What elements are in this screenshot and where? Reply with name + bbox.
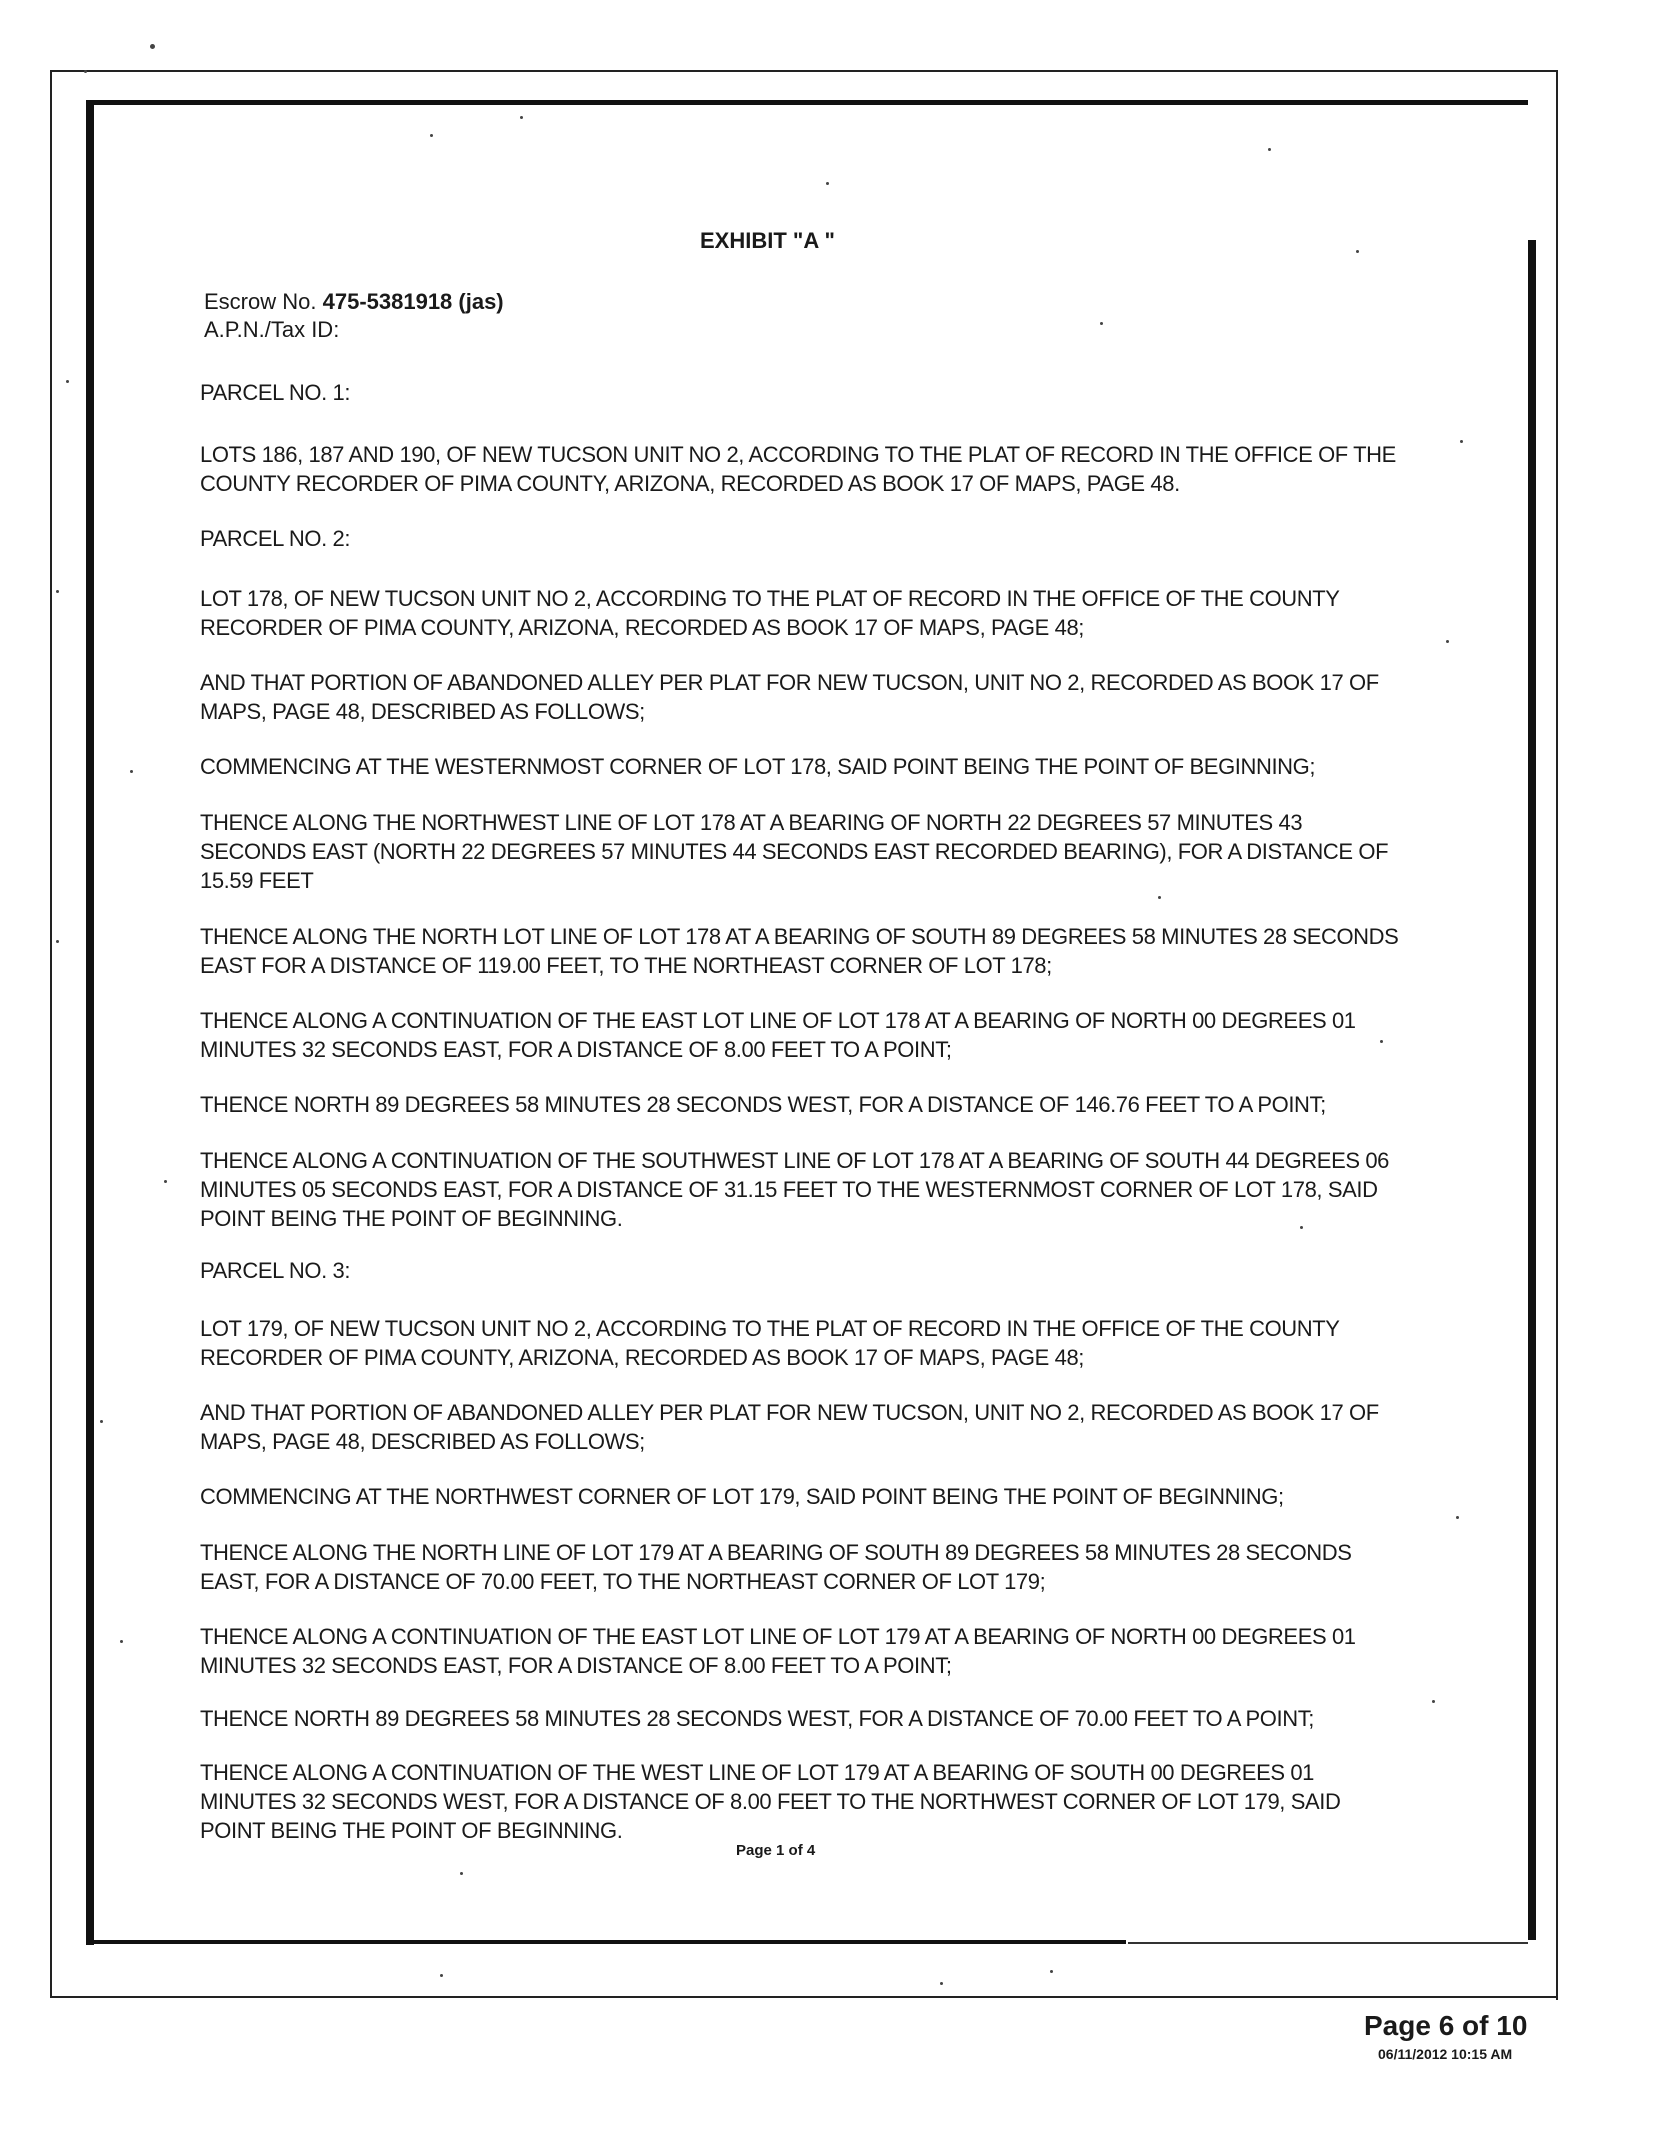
scan-speck [150, 44, 155, 49]
parcel-3-heading: PARCEL NO. 3: [200, 1258, 351, 1283]
apn-label: A.P.N./Tax ID: [204, 317, 340, 342]
parcel-2-body-3: COMMENCING AT THE WESTERNMOST CORNER OF LOT 178, SAID POINT BEING THE POINT OF BEGINNING; [200, 754, 1316, 779]
scan-speck [460, 1872, 463, 1875]
parcel-2-body-5: THENCE ALONG THE NORTH LOT LINE OF LOT 178 AT A BEARING OF SOUTH 89 DEGREES 58 MINUTES 28 SECONDS EAST FOR A DISTANCE OF 119.00 FEET, TO THE NORTHEAST CORNER OF LOT 178; [200, 924, 1399, 978]
scan-speck [164, 1180, 167, 1183]
parcel-2-body-1: LOT 178, OF NEW TUCSON UNIT NO 2, ACCORDING TO THE PLAT OF RECORD IN THE OFFICE OF THE COUNTY RECORDER OF PIMA COUNTY, ARIZONA, RECORDED AS BOOK 17 OF MAPS, PAGE 48; [200, 586, 1340, 640]
scan-speck [1356, 250, 1359, 253]
scan-speck [100, 1420, 103, 1423]
inner-frame-bottom [86, 1940, 1126, 1944]
scan-speck [66, 380, 69, 383]
scan-speck [1456, 1516, 1459, 1519]
parcel-2-body-6: THENCE ALONG A CONTINUATION OF THE EAST LOT LINE OF LOT 178 AT A BEARING OF NORTH 00 DEGREES 01 MINUTES 32 SECONDS EAST, FOR A DISTANCE OF 8.00 FEET TO A POINT; [200, 1008, 1356, 1062]
page-counter: Page 6 of 10 [1364, 2010, 1528, 2041]
inner-frame-bottom-right [1128, 1942, 1528, 1944]
parcel-2-body-4: THENCE ALONG THE NORTHWEST LINE OF LOT 178 AT A BEARING OF NORTH 22 DEGREES 57 MINUTES 43 SECONDS EAST (NORTH 22 DEGREES 57 MINUTES 44 SECONDS EAST RECORDED BEARING), FOR A DISTANCE OF 15.59 FEET [200, 810, 1389, 893]
parcel-3-body-7: THENCE ALONG A CONTINUATION OF THE WEST LINE OF LOT 179 AT A BEARING OF SOUTH 00 DEGREES 01 MINUTES 32 SECONDS WEST, FOR A DISTANCE OF 8.00 FEET TO THE NORTHWEST CORNER OF LOT 179, SAID POINT BEING THE POINT OF BEGINNING. [200, 1760, 1341, 1843]
escrow-label: Escrow No. [204, 289, 317, 314]
inner-frame-right [1528, 240, 1536, 1940]
scan-speck [430, 134, 433, 137]
parcel-1-heading: PARCEL NO. 1: [200, 380, 351, 405]
parcel-1-body: LOTS 186, 187 AND 190, OF NEW TUCSON UNIT NO 2, ACCORDING TO THE PLAT OF RECORD IN THE OFFICE OF THE COUNTY RECORDER OF PIMA COUNTY, ARIZONA, RECORDED AS BOOK 17 OF MAPS, PAGE 48. [200, 442, 1396, 496]
scan-speck [1158, 896, 1161, 899]
parcel-2-body-8: THENCE ALONG A CONTINUATION OF THE SOUTHWEST LINE OF LOT 178 AT A BEARING OF SOUTH 44 DEGREES 06 MINUTES 05 SECONDS EAST, FOR A DISTANCE OF 31.15 FEET TO THE WESTERNMOST CORNER OF LOT 178, SAID POINT BEING THE POINT OF BEGINNING. [200, 1148, 1390, 1231]
inner-frame-left [86, 100, 94, 1945]
escrow-number: 475-5381918 (jas) [322, 289, 504, 314]
fax-timestamp: 06/11/2012 10:15 AM [1378, 2046, 1513, 2062]
parcel-3-body-3: COMMENCING AT THE NORTHWEST CORNER OF LOT 179, SAID POINT BEING THE POINT OF BEGINNING; [200, 1484, 1284, 1509]
scan-speck [56, 940, 59, 943]
parcel-3-body-4: THENCE ALONG THE NORTH LINE OF LOT 179 AT A BEARING OF SOUTH 89 DEGREES 58 MINUTES 28 SECONDS EAST, FOR A DISTANCE OF 70.00 FEET, TO THE NORTHEAST CORNER OF LOT 179; [200, 1540, 1352, 1594]
scan-speck [120, 1640, 123, 1643]
scan-speck [440, 1974, 443, 1977]
outer-frame-right [1556, 70, 1558, 2000]
inner-page-label: Page 1 of 4 [736, 1842, 816, 1859]
scan-speck [1100, 322, 1103, 325]
scan-speck [1268, 148, 1271, 151]
scan-speck [1460, 440, 1463, 443]
scan-speck [84, 70, 87, 73]
escrow-block [204, 288, 504, 344]
exhibit-title: EXHIBIT "A " [700, 228, 835, 253]
scan-speck [1050, 1970, 1053, 1973]
scan-speck [520, 116, 523, 119]
parcel-3-body-6: THENCE NORTH 89 DEGREES 58 MINUTES 28 SECONDS WEST, FOR A DISTANCE OF 70.00 FEET TO A POINT; [200, 1706, 1315, 1731]
parcel-3-body-1: LOT 179, OF NEW TUCSON UNIT NO 2, ACCORDING TO THE PLAT OF RECORD IN THE OFFICE OF THE COUNTY RECORDER OF PIMA COUNTY, ARIZONA, RECORDED AS BOOK 17 OF MAPS, PAGE 48; [200, 1316, 1340, 1370]
escrow-line [204, 288, 504, 316]
parcel-2-body-7: THENCE NORTH 89 DEGREES 58 MINUTES 28 SECONDS WEST, FOR A DISTANCE OF 146.76 FEET TO A POINT; [200, 1092, 1326, 1117]
parcel-2-body-2: AND THAT PORTION OF ABANDONED ALLEY PER PLAT FOR NEW TUCSON, UNIT NO 2, RECORDED AS BOOK 17 OF MAPS, PAGE 48, DESCRIBED AS FOLLOWS; [200, 670, 1379, 724]
parcel-3-body-5: THENCE ALONG A CONTINUATION OF THE EAST LOT LINE OF LOT 179 AT A BEARING OF NORTH 00 DEGREES 01 MINUTES 32 SECONDS EAST, FOR A DISTANCE OF 8.00 FEET TO A POINT; [200, 1624, 1356, 1678]
scan-speck [940, 1982, 943, 1985]
parcel-3-body-2: AND THAT PORTION OF ABANDONED ALLEY PER PLAT FOR NEW TUCSON, UNIT NO 2, RECORDED AS BOOK 17 OF MAPS, PAGE 48, DESCRIBED AS FOLLOWS; [200, 1400, 1379, 1454]
scan-speck [826, 182, 829, 185]
parcel-2-heading: PARCEL NO. 2: [200, 526, 351, 551]
scan-speck [1432, 1700, 1435, 1703]
inner-frame-top [86, 100, 1528, 105]
scan-speck [56, 590, 59, 593]
scan-speck [130, 770, 133, 773]
scan-speck [1446, 640, 1449, 643]
